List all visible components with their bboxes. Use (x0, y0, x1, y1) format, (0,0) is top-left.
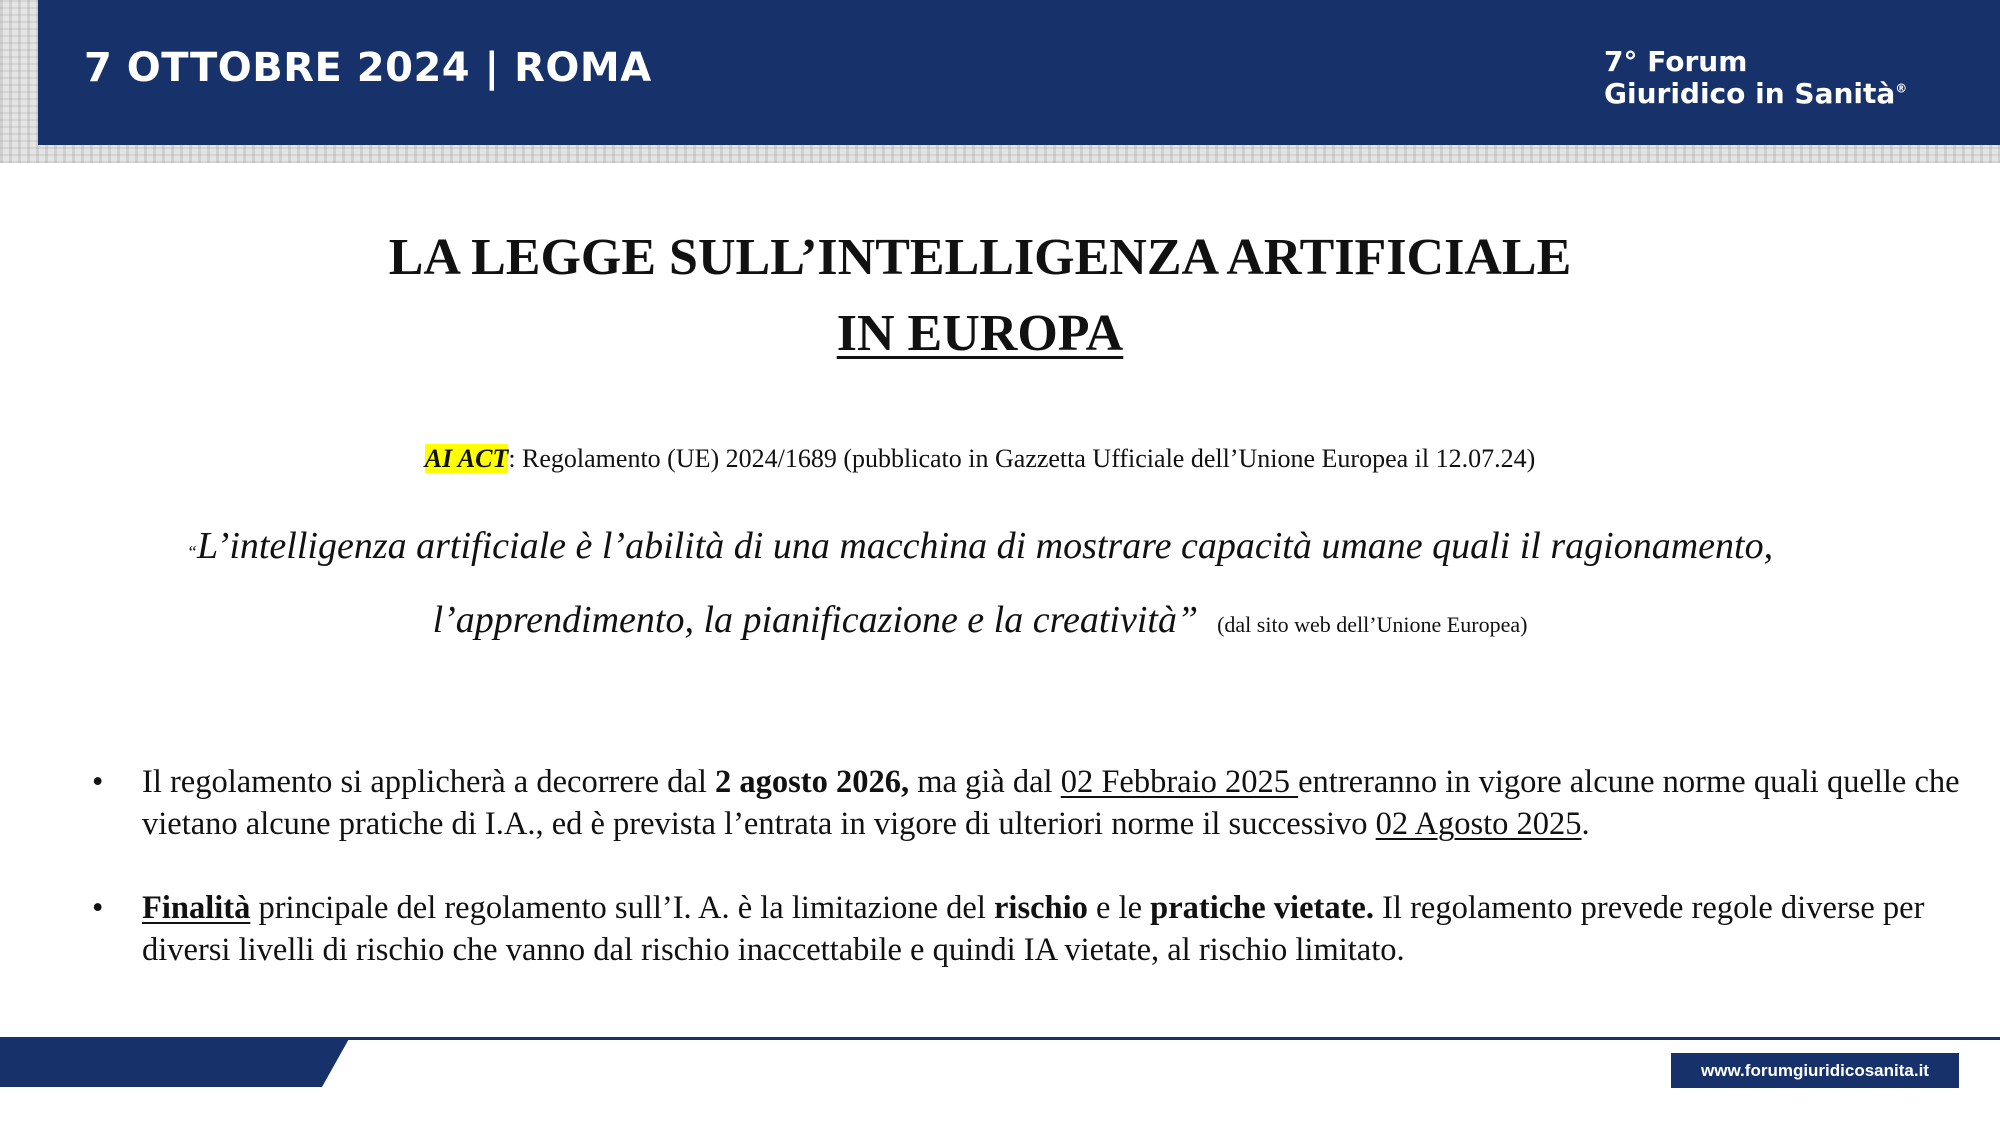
quote-line2: l’apprendimento, la pianificazione e la creatività” (432, 599, 1199, 641)
bullet2-finalita: Finalità (142, 890, 251, 926)
quote-source: (dal sito web dell’Unione Europea (1217, 612, 1521, 637)
quote-line2-wrap (0, 586, 1960, 659)
slide-title-line2-wrap (0, 296, 1960, 372)
bullet-item-application-dates (92, 761, 1982, 845)
header-banner (38, 0, 2000, 145)
forum-logo-line2: Giuridico in Sanità (1604, 77, 1896, 110)
quote-line1-wrap (0, 512, 1960, 586)
bullet1-date-2026: 2 agosto 2026, (714, 764, 910, 800)
regulation-text: : Regolamento (UE) 2024/1689 (pubblicato in Gazzetta Ufficiale dell’Unione Europea il 12.07.24) (508, 444, 1536, 473)
bullet-list (92, 761, 1982, 971)
bullet2-text-1: principale del regolamento sull’I. A. è la limitazione del (250, 890, 994, 926)
bullet1-date-aug-2025: 02 Agosto 2025 (1375, 806, 1582, 842)
slide-title-line2: IN EUROPA (836, 305, 1124, 362)
forum-logo-line2-wrap (1604, 78, 1907, 110)
bullet2-pratiche-vietate: pratiche vietate. (1150, 890, 1374, 926)
registered-mark: ® (1895, 81, 1908, 96)
footer-accent-shape (0, 1037, 350, 1087)
forum-logo (1604, 46, 1907, 110)
bullet-marker: • (92, 890, 104, 926)
bullet1-text-4: . (1581, 806, 1590, 842)
slide-title (0, 220, 1960, 372)
ai-act-highlight: AI ACT (424, 444, 509, 473)
slide-title-line1: LA LEGGE SULL’INTELLIGENZA ARTIFICIALE (388, 229, 1572, 286)
bullet2-text-2: e le (1087, 890, 1151, 926)
footer-website-link[interactable]: www.forumgiuridicosanita.it (1671, 1053, 1959, 1088)
quote-open-mark: “ (186, 542, 197, 562)
bullet1-text-1: Il regolamento si applicherà a decorrere dal (142, 764, 715, 800)
bullet-item-purpose (92, 887, 1982, 971)
regulation-reference (0, 442, 1960, 476)
bullet1-text-3: entreranno in vigore alcune norme quali quelle che vietano alcune pratiche di I.A., ed è prevista l’entrata in vigore di ulteriori norme il successivo (142, 764, 1960, 842)
bullet1-date-feb-2025: 02 Febbraio 2025 (1060, 764, 1299, 800)
bullet2-rischio: rischio (994, 890, 1088, 926)
forum-logo-line1: 7° Forum (1604, 45, 1748, 78)
bullet-marker: • (92, 764, 104, 800)
quote-source-close: ) (1520, 612, 1528, 637)
bullet1-text-2: ma già dal (909, 764, 1061, 800)
bullet2-text-3: Il regolamento prevede regole diverse per diversi livelli di rischio che vanno dal rischio inaccettabile e quindi IA vietate, al rischio limitato. (142, 890, 1925, 968)
definition-quote (0, 512, 1960, 659)
event-date-location: 7 OTTOBRE 2024 | ROMA (84, 45, 652, 91)
quote-line1: L’intelligenza artificiale è l’abilità di una macchina di mostrare capacità umane quali il ragionamento, (196, 525, 1774, 567)
